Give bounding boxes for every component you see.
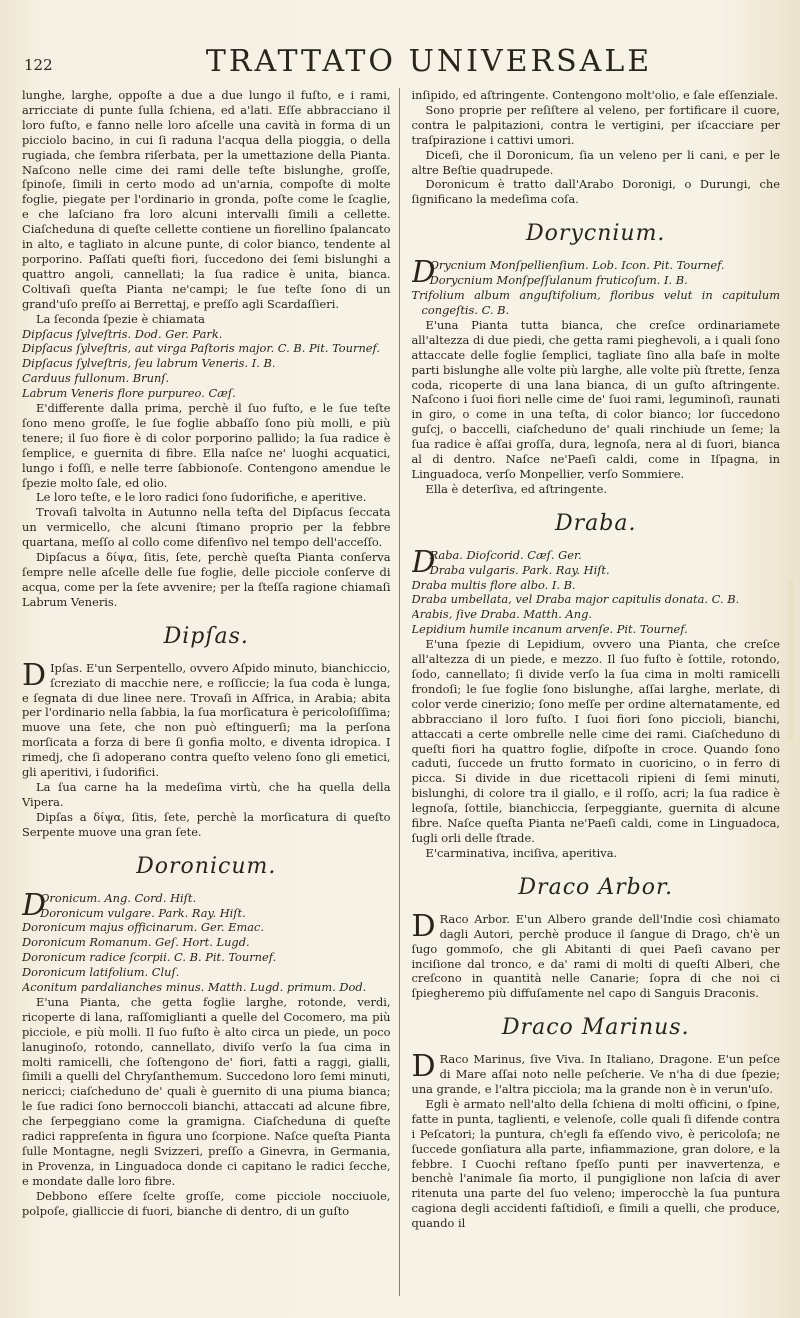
paragraph-text: Raco Marinus, ſive Viva. In Italiano, Dragone. E'un peſce di Mare aſſai noto nelle peſcherie. Ve n'ha di due ſpezie; una grande, e l'altra picciola; ma la grande non è in verun'uſo. bbox=[411, 1052, 780, 1097]
section-title-dorycnium: Dorycnium. bbox=[526, 221, 666, 247]
paragraph: Ella è deterſiva, ed aſtringente. bbox=[425, 481, 607, 496]
reference-entry: Draba multis flore albo. I. B. bbox=[411, 577, 576, 592]
paragraph: La ſua carne ha la medeſima virtù, che ha quella della Vipera. bbox=[22, 779, 391, 809]
reference-text: Raba. Dioſcorid. Cæſ. Ger. bbox=[429, 547, 582, 562]
drop-cap: D bbox=[411, 255, 436, 291]
paragraph bbox=[411, 908, 781, 1001]
reference-entry: Trifolium album anguſtifolium, floribus velut in capitulum congeſtis. C. B. bbox=[411, 288, 780, 317]
paragraph-text: Raco Arbor. E'un Albero grande dell'Indie così chiamato dagli Autori, perchè produce il ſangue di Drago, ch'è un ſugo gommoſo, che gli Abitanti di quei Paeſi cavano per inciſione dal tronco, e da' rami di molti di queſti Alberi, che creſcono in quantità nelle Canarie; ſopra di che noi ci ſpiegheremo più diffuſamente nel capo di Sanguis Draconis. bbox=[411, 911, 780, 1001]
right-column bbox=[412, 88, 781, 1296]
reference-entry: Draba vulgaris. Park. Ray. Hiſt. bbox=[429, 562, 610, 577]
left-column bbox=[22, 88, 400, 1296]
page-header bbox=[24, 44, 774, 88]
paragraph: E'una Pianta, che getta foglie larghe, rotonde, verdi, ricoperte di lana, raſſomiglianti a quelle del Cocomero, ma più picciole, e più molli. Il ſuo fuſto è alto circa un piede, un poco lanuginoſo, rotondo, cannellato, diviſo verſo la ſua cima in molti ramicelli, che ſoſtengono de' fiori, fatti a raggi, gialli, ſimili a quelli del Chryſanthemum. Succedono loro ſemi minuti, nericci; ciaſcheduno de' quali è guernito di una piuma bianca; le ſue radici ſono bernoccoli bianchi, attaccati ad alcune fibre, che ſerpeggiano come la gramigna. Ciaſcheduna di queſte radici rappreſenta in figura uno ſcorpione. Naſce queſta Pianta ſulle Montagne, negli Svizzeri, preſſo a Ginevra, in Germania, in Provenza, in Linguadoca donde ci capitano le radici ſecche, e mondate dalle loro fibre. bbox=[22, 994, 391, 1188]
paragraph: lunghe, larghe, oppoſte a due a due lungo il fuſto, e i rami, arricciate di punte ſulla ſchiena, ed a'lati. Eſſe abbracciano il loro fuſto, e fanno nelle loro aſcelle una cavità in forma di un picciolo bacino, in cui ſi raduna l'acqua della pioggia, o della rugiada, che ſembra riſerbata, per la umettazione della Pianta. Naſcono nelle cime dei rami delle teſte bislunghe, groſſe, ſpinoſe, ſimili in certo modo ad un'arnia, compoſte di molte foglie, piegate per l'ordinario in gronda, poſte come le ſcaglie, e che laſciano fra loro alcuni intervalli ſimili a cellette. Ciaſcheduna di queſte cellette contiene un fiorellino ſpalancato in alto, e tagliato in alcune punte, di color bianco, tendente al porporino. Paſſati queſti fiori, ſuccedono dei ſemi bislunghi a quattro angoli, cannellati; la ſua radice è unita, bianca. Coltivaſi queſta Pianta ne'campi; le ſue teſte ſono di un grand'uſo preſſo ai Berrettaj, e preſſo agli Scardaſſieri. bbox=[22, 88, 391, 311]
section-title-doronicum: Doronicum. bbox=[136, 853, 277, 879]
reference-entry: Aconitum pardalianches minus. Matth. Lugd. primum. Dod. bbox=[22, 980, 367, 995]
paragraph: Sono proprie per reſiſtere al veleno, per fortificare il cuore, contra le palpitazioni, contra le vertigini, per iſcacciare per traſpirazione i cattivi umori. bbox=[411, 102, 780, 147]
drop-cap: D bbox=[411, 544, 436, 580]
reference-entry: Dipſacus ſylveſtris, ſeu labrum Veneris. I. B. bbox=[22, 356, 276, 371]
paragraph: Dipſas a δίψα, ſitis, ſete, perchè la morſicatura di queſto Serpente muove una gran ſete. bbox=[22, 809, 391, 839]
paragraph: E'una ſpezie di Lepidium, ovvero una Pianta, che creſce all'altezza di un piede, e mezzo. Il ſuo fuſto è ſottile, rotondo, ſodo, cannellato; ſi divide verſo la ſua cima in molti ramicelli frondoſi; le ſue foglie ſono bislunghe, aſſai larghe, merlate, di color verde cinerizio; ſono meſſe per ordine alternatamente, ed abbracciano il loro fuſto. I ſuoi fiori ſono piccioli, bianchi, attaccati a certe ombrelle nelle cime dei rami. Ciaſcheduno di queſti fiori ha quattro foglie, diſpoſte in croce. Quando ſono caduti, ſuccede un frutto formato in cuoricino, o in ferro di picca. Si divide in due ricettacoli ripieni di ſemi minuti, bislunghi, di colore tra il giallo, e il roſſo, acri; la ſua radice è legnoſa, ſottile, bianchiccia, ſerpeggiante, guernita di alcune fibre. Naſce queſta Pianta ne'Paeſi caldi, come in Linguadoca, ſugli orli delle ſtrade. bbox=[411, 637, 780, 845]
reference-entry: Doronicum latifolium. Cluſ. bbox=[22, 965, 180, 980]
reference-entry: Doronicum majus officinarum. Ger. Emac. bbox=[22, 920, 265, 935]
paragraph: Egli è armato nell'alto della ſchiena di molti officini, o ſpine, fatte in punta, taglienti, e velenoſe, colle quali ſi difende contra i Peſcatori; la puntura, ch'egli fa eſſendo vivo, è pericoloſa; ne ſuccede gonſiatura alla parte, infiammazione, gran dolore, e la febbre. I Cuochi reſtano ſpeſſo punti per inavvertenza, e benchè l'animale ſia morto, il pungiglione non laſcia di aver ritenuta una parte del ſuo veleno; imperocchè la ſua puntura cagiona degli accidenti faſtidioſi, e ſimili a quelli, che produce, quando il bbox=[411, 1096, 780, 1231]
reference-text: Orycnium Monſpellienſium. Lob. Icon. Pit. Tournef. bbox=[429, 258, 725, 273]
drop-cap: D bbox=[411, 908, 436, 944]
running-title: TRATTATO UNIVERSALE bbox=[205, 44, 653, 79]
reference-entry: Dipſacus ſylveſtris. Dod. Ger. Park. bbox=[22, 326, 223, 341]
paragraph: Trovaſi talvolta in Autunno nella teſta del Dipſacus ſeccata un vermicello, che alcuni ſtimano proprio per la febbre quartana, meſſo al collo come difenſivo nel tempo dell'acceſſo. bbox=[22, 505, 391, 550]
reference-entry: Lepidium humile incanum arvenſe. Pit. Tournef. bbox=[411, 622, 688, 637]
page-number: 122 bbox=[24, 56, 53, 74]
paragraph: Debbono eſſere ſcelte groſſe, come picciole nocciuole, polpoſe, gialliccie di fuori, bianche di dentro, di un guſto bbox=[22, 1188, 391, 1218]
drop-cap: D bbox=[22, 657, 47, 693]
section-title-dipsas: Dipſas. bbox=[163, 623, 249, 649]
text-columns bbox=[22, 88, 780, 1296]
drop-cap: D bbox=[22, 887, 47, 923]
reference-entry: Labrum Veneris flore purpureo. Cæſ. bbox=[22, 386, 236, 401]
reference-entry: Doronicum vulgare. Park. Ray. Hiſt. bbox=[40, 905, 246, 920]
paragraph: Doronicum è tratto dall'Arabo Doronigi, o Durungi, che ſignificano la medeſima coſa. bbox=[411, 177, 780, 207]
section-title-draco-marinus: Draco Marinus. bbox=[501, 1015, 690, 1041]
paragraph: inſipido, ed aſtringente. Contengono molt'olio, e ſale eſſenziale. bbox=[411, 88, 779, 102]
paragraph: Dipſacus a δίψα, ſitis, ſete, perchè queſta Pianta conſerva ſempre nelle aſcelle delle ſue foglie, delle picciole conſerve di acqua, come per la ſete avvenire; per la ſteſſa ragione chiamaſi Labrum Veneris. bbox=[22, 550, 391, 609]
paragraph: La ſeconda ſpezie è chiamata bbox=[36, 311, 205, 326]
reference-entry: Arabis, ſive Draba. Matth. Ang. bbox=[411, 607, 592, 622]
reference-entry: Draba umbellata, vel Draba major capitulis donata. C. B. bbox=[411, 592, 740, 607]
paragraph: E'una Pianta tutta bianca, che creſce ordinariamete all'altezza di due piedi, che getta rami pieghevoli, a i quali ſono attaccate delle foglie ſemplici, tagliate ſino alla baſe in molte parti bislunghe alle volte più larghe, alle volte più ſtrette, ſenza coda, ricoperte di una lana bianca, di un guſto aſtringente. Naſcono i ſuoi fiori nelle cime de' ſuoi rami, leguminoſi, raunati in giro, o come in una teſta, di color bianco; lor ſuccedono guſcj, o baccelli, ciaſcheduno de' quali rinchiude un ſeme; la ſua radice è aſſai groſſa, dura, legnoſa, nera al di ſuori, bianca al di dentro. Naſce ne'Paeſi caldi, come in Iſpagna, in Linguadoca, verſo Monpellier, verſo Sommiere. bbox=[411, 317, 780, 481]
reference-text: Oronicum. Ang. Cord. Hiſt. bbox=[40, 890, 197, 905]
page-edge-stain bbox=[788, 580, 794, 740]
reference-entry: Doronicum radice ſcorpii. C. B. Pit. Tournef. bbox=[22, 950, 277, 965]
paragraph: Diceſi, che il Doronicum, ſia un veleno per li cani, e per le altre Beſtie quadrupede. bbox=[411, 147, 780, 177]
paragraph-text: Ipſas. E'un Serpentello, ovvero Aſpido minuto, bianchiccio, ſcreziato di macchie nere, e roſſiccie; la ſua coda è lunga, e ſegnata di due linee nere. Trovaſi in Aſfrica, in Arabia; abita per l'ordinario nella ſabbia, la ſua morſicatura è pericoloſiſſima; muove una ſete, che non può eſtinguerſi; ma la perſona morſicata a forza di bere ſi gonfia molto, e diventa idropica. I rimedj, che ſi adoperano contra queſto veleno ſono gli emetici, gli aperitivi, i ſudorifici. bbox=[22, 660, 391, 780]
paragraph bbox=[411, 1049, 781, 1097]
section-title-draco-arbor: Draco Arbor. bbox=[518, 874, 674, 900]
paragraph bbox=[22, 657, 391, 780]
reference-entry: Dipſacus ſylveſtris, aut virga Paſtoris major. C. B. Pit. Tournef. bbox=[22, 341, 380, 356]
section-title-draba: Draba. bbox=[555, 510, 637, 536]
paragraph: E'carminativa, inciſiva, aperitiva. bbox=[425, 845, 618, 860]
reference-entry: Doronicum Romanum. Geſ. Hort. Lugd. bbox=[22, 935, 250, 950]
drop-cap: D bbox=[411, 1049, 436, 1085]
paragraph: E'differente dalla prima, perchè il ſuo fuſto, e le ſue teſte ſono meno groſſe, le ſue foglie abbaſſo ſono più molli, e più tenere; il ſuo fiore è di color porporino pallido; la ſua radice è ſemplice, e guernita di fibre. Ella naſce ne' luoghi acquatici, lungo i foſſi, e nelle terre ſabbionoſe. Contengono amendue le ſpezie molto ſale, ed olio. bbox=[22, 401, 391, 490]
reference-entry: Carduus fullonum. Brunſ. bbox=[22, 371, 170, 386]
reference-entry: Dorycnium Monſpeſſulanum fruticoſum. I. B. bbox=[429, 273, 688, 288]
paragraph: Le loro teſte, e le loro radici ſono ſudorifiche, e aperitive. bbox=[36, 490, 367, 505]
